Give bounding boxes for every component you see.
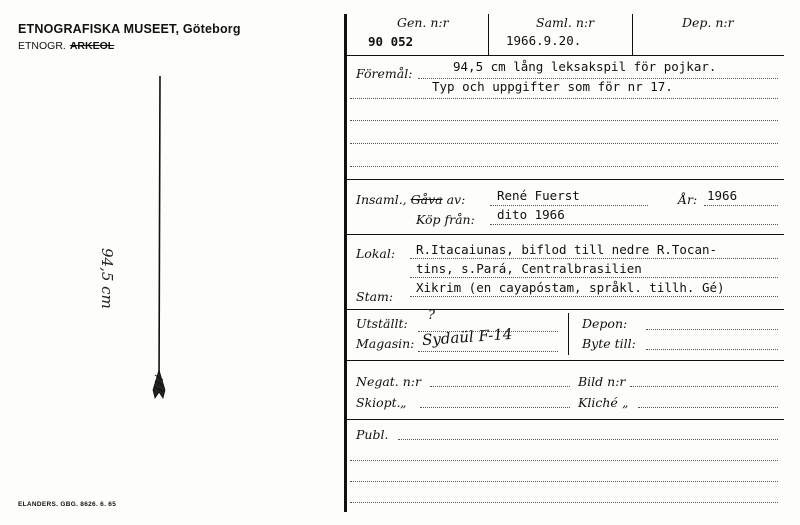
gen-value: 90 052 [368, 34, 414, 49]
arrow-sketch [120, 70, 200, 430]
publ-label: Publ. [356, 427, 389, 442]
year-label: År: [678, 192, 698, 207]
arrow-fletching [153, 370, 165, 398]
department-ethno: ETNOGR. [18, 40, 66, 52]
publ-dotline-3 [350, 481, 778, 482]
magasin-dotline [418, 351, 558, 352]
kliche-label: Kliché [578, 395, 618, 410]
publ-dotline-2 [350, 460, 778, 461]
gen-label: Gen. n:r [397, 15, 449, 30]
lokal-dotline-2 [410, 277, 778, 278]
lokal-dotline-3 [410, 296, 778, 297]
insaml-gava-struck: Gåva [410, 192, 443, 207]
form-left-border [344, 14, 347, 512]
skiopt-value: „ [400, 395, 407, 410]
lokal-line-2: tins, s.Pará, Centralbrasilien [416, 261, 642, 276]
negat-label: Negat. n:r [356, 374, 421, 389]
header-divider [344, 55, 784, 56]
utstallt-label: Utställt: [356, 316, 408, 331]
foremal-dotline-4 [350, 143, 778, 144]
magasin-label: Magasin: [356, 336, 415, 351]
foremal-dotline-3 [350, 120, 778, 121]
depon-dotline [646, 329, 778, 330]
year-dotline [704, 205, 778, 206]
year-value: 1966 [707, 188, 738, 203]
foremal-dotline-5 [350, 166, 778, 167]
kop-label: Köp från: [416, 212, 475, 227]
arrow-shaft [159, 76, 160, 390]
saml-value: 1966.9.20. [506, 33, 582, 48]
negat-dotline [430, 386, 570, 387]
department-archaeology-struck: ARKEOL [69, 40, 115, 52]
stam-label: Stam: [356, 289, 394, 304]
lokal-divider [344, 309, 784, 310]
storage-divider [568, 313, 569, 355]
department-line [18, 40, 114, 52]
foremal-label: Föremål: [356, 66, 413, 81]
skiopt-label: Skiopt. [356, 395, 401, 410]
depon-label: Depon: [582, 316, 628, 331]
bild-dotline [630, 386, 778, 387]
foremal-dotline-1 [418, 78, 778, 79]
gen-saml-divider [488, 14, 489, 55]
lokal-dotline-1 [410, 258, 778, 259]
insaml-value: René Fuerst [497, 188, 580, 203]
lokal-line-3: Xikrim (en cayapóstam, språkl. tillh. Gé) [416, 280, 725, 295]
foremal-divider [344, 179, 784, 180]
bild-label: Bild n:r [578, 374, 626, 389]
lokal-label: Lokal: [356, 246, 396, 261]
insaml-label-a: Insaml., [356, 192, 407, 207]
museum-title: ETNOGRAFISKA MUSEET, Göteborg [18, 22, 241, 36]
length-note: 94,5 cm [98, 248, 116, 309]
foremal-dotline-2 [350, 98, 778, 99]
insaml-label-b: av: [446, 192, 466, 207]
utstallt-value: ? [428, 308, 435, 323]
kop-dotline [490, 224, 778, 225]
kop-value: dito 1966 [497, 207, 565, 222]
foremal-line-1: 94,5 cm lång leksakspil för pojkar. [453, 59, 717, 74]
skiopt-dotline [420, 407, 570, 408]
saml-dep-divider [632, 14, 633, 55]
magasin-value: Sydaül F-14 [421, 324, 513, 350]
storage-divider-bottom [344, 360, 784, 361]
lokal-line-1: R.Itacaiunas, biflod till nedre R.Tocan- [416, 242, 718, 257]
byte-label: Byte till: [582, 336, 636, 351]
foremal-line-2: Typ och uppgifter som för nr 17. [432, 79, 673, 94]
kliche-value: „ [622, 395, 629, 410]
insaml-divider [344, 234, 784, 235]
photo-divider [344, 419, 784, 420]
insaml-dotline [490, 205, 648, 206]
dep-label: Dep. n:r [682, 15, 734, 30]
publ-dotline-1 [398, 439, 778, 440]
saml-label: Saml. n:r [536, 15, 595, 30]
insaml-label [356, 192, 465, 207]
publ-dotline-4 [350, 502, 778, 503]
printer-imprint: ELANDERS. GBG. 8626. 6. 65 [18, 501, 117, 508]
kliche-dotline [638, 407, 778, 408]
byte-dotline [646, 349, 778, 350]
